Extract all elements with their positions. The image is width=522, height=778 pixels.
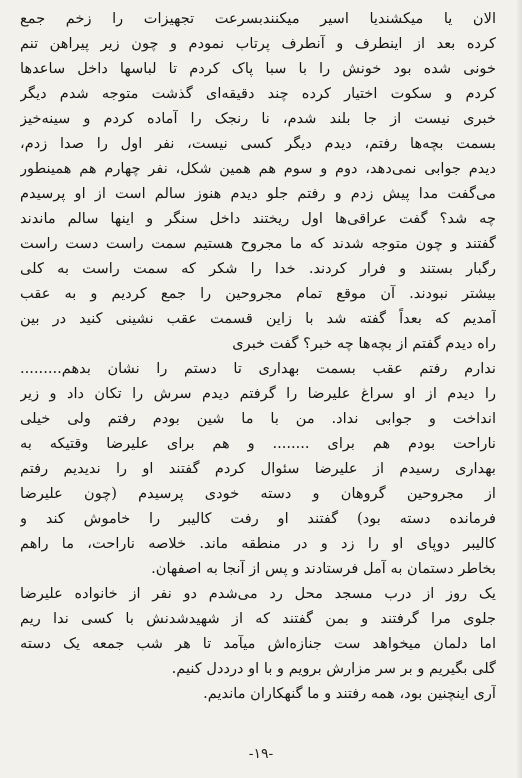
text-line: را دیدم از او سراغ علیرضا را گرفتم دیدم سرش را تکان داد و زیر <box>20 385 496 402</box>
text-line: اما دلمان میخواهد ست جنازه‌اش میآمد تا هر شب جمعه یک دسته <box>20 635 496 652</box>
text-line: از مجروحین گروهان و دسته خودی پرسیدم (چون علیرضا <box>20 485 496 502</box>
text-line: ناراحت بودم هم برای ........ و هم برای علیرضا وقتیکه به <box>20 435 496 452</box>
text-line: جلوی مرا گرفتند و بمن گفتند که از شهیدشدنش با کسی ندا ریم <box>20 610 496 627</box>
text-line: الان یا میکشندیا اسیر میکنندبسرعت تجهیزات را زخم جمع <box>20 10 496 27</box>
text-line: آمدیم که بعداً گفته شد با زاین قسمت عقب نشینی کنید در بین <box>20 310 496 327</box>
text-line: بهداری رسیدم از علیرضا سئوال کردم گفتند او را ندیدیم رفتم <box>20 460 496 477</box>
text-line: گفتند و چون متوجه شدند که ما مجروح هستیم سمت راست دست راست <box>20 235 496 252</box>
text-line: ندارم رفتم عقب بسمت بهداری تا دستم را نشان بدهم......... <box>20 360 496 377</box>
text-line: یک روز از درب مسجد محل رد می‌شدم دو نفر از خانواده علیرضا <box>20 585 496 602</box>
body-text <box>20 6 496 706</box>
text-line: گلی بگیریم و بر سر مزارش برویم و با او درددل کنیم. <box>171 660 496 677</box>
text-line: بخاطر دستمان به آمل فرستادند و پس از آنجا به اصفهان. <box>151 560 496 577</box>
text-line: خبری نیست از جا بلند شدم، نا رنجک را آماده کردم و سینه‌خیز <box>20 110 496 127</box>
text-line: کردم و سکوت اختیار کرده چند دقیقه‌ای گذشت متوجه شدم دیگر <box>20 85 496 102</box>
text-line: رگبار بستند و فرار کردند. خدا را شکر که سمت راست به کلی <box>20 260 496 277</box>
text-line: بسمت بچه‌ها رفتم، دیدم دیگر کسی نیست، نفر اول را صدا زدم، <box>20 135 496 152</box>
text-line: چه شد؟ گفت عراقی‌ها اول ریختند داخل سنگر و اینها سالم ماندند <box>20 210 496 227</box>
page-number: -۱۹- <box>248 746 274 762</box>
text-line: فرمانده دسته بود) گفتند او رفت کالیبر را خاموش کند و <box>20 510 496 527</box>
text-line: کرده بعد از اینطرف و آنطرف پرتاب نمودم و چون زیر پیراهن تنم <box>20 35 496 52</box>
text-line: دیدم جوابی نمی‌دهد، دوم و سوم هم همین شکل، نفر چهارم هم همینطور <box>20 160 496 177</box>
text-line: کالیبر دوپای او را زد و در منطقه ماند. خلاصه ناراحت، ما راهم <box>20 535 496 552</box>
text-line: آری اینچنین بود، همه رفتند و ما گنهکاران ماندیم. <box>203 685 496 702</box>
text-line: خونی شده بود خونش را با سبا پاک کردم تا لباسها داخل ساعدها <box>20 60 496 77</box>
page-edge-shadow <box>516 0 522 778</box>
text-line: انداخت و جوابی نداد. من با ما شین بودم رفتم ولی خیلی <box>20 410 496 427</box>
text-line: می‌گفت مدا پیش زدم و رفتم جلو دیدم هنوز سالم است از او پرسیدم <box>20 185 496 202</box>
text-line: راه دیدم گفتم از بچه‌ها چه خبر؟ گفت خبری <box>232 335 496 352</box>
text-line: بیشتر نبودند. آن موقع تمام مجروحین را جمع کردیم و به عقب <box>20 285 496 302</box>
